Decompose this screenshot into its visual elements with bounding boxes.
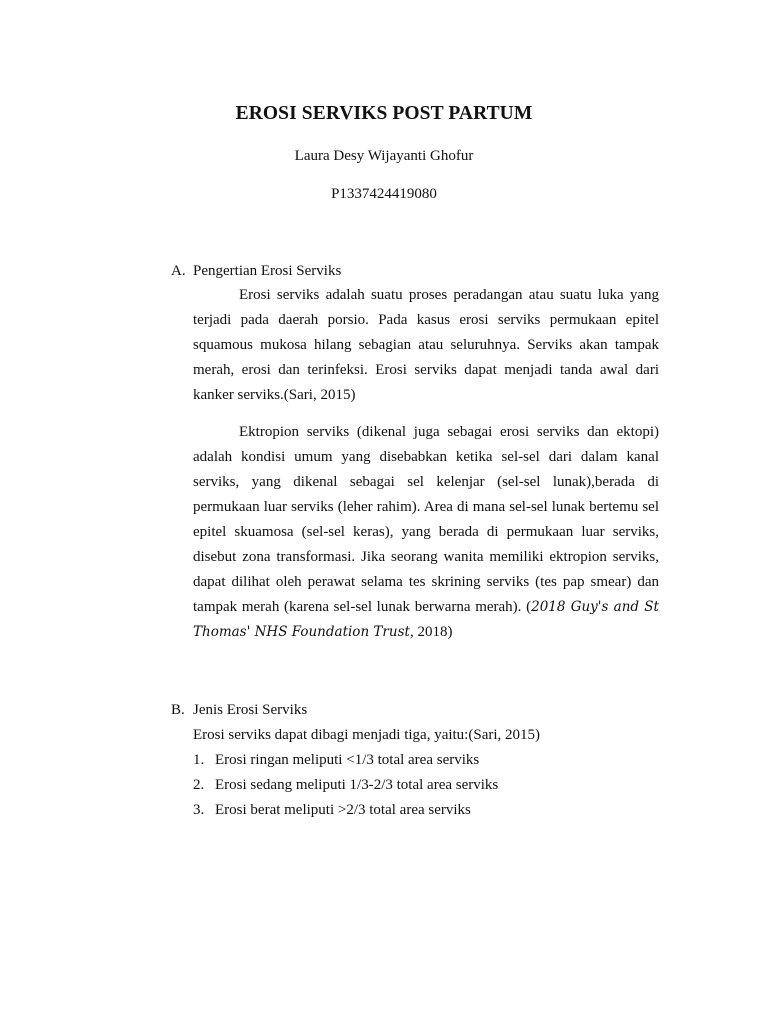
list-item-text: Erosi berat meliputi >2/3 total area serviks [215,802,471,818]
list-item-number: 1. [193,752,205,768]
student-id: P1337424419080 [331,186,437,202]
section-b-letter: B. [171,702,185,718]
section-a-heading [171,261,659,281]
section-a [171,261,659,645]
section-b-title: Jenis Erosi Serviks [193,702,308,718]
section-a-paragraph-1: Erosi serviks adalah suatu proses peradangan atau suatu luka yang terjadi pada daerah porsio. Pada kasus erosi serviks permukaan epitel squamous mukosa hilang sebagian atau seluruhnya. Serviks akan tampak merah, erosi dan terinfeksi. Erosi serviks dapat menjadi tanda awal dari kanker serviks.(Sari, 2015) [193,287,659,403]
list-item-number: 3. [193,802,205,818]
section-a-body [193,283,659,645]
list-item [193,798,659,823]
list-item-number: 2. [193,777,205,793]
paragraph-2-citation-year: , 2018) [409,624,453,640]
document-title: EROSI SERVIKS POST PARTUM [235,103,533,124]
list-item [193,748,659,773]
paragraph-2-text: Ektropion serviks (dikenal juga sebagai erosi serviks dan ektopi) adalah kondisi umum yang disebabkan ketika sel-sel dari dalam kanal serviks, yang dikenal sebagai sel kelenjar (sel-sel lunak),berada di permukaan luar serviks (leher rahim). Area di mana sel-sel lunak bertemu sel epitel skuamosa (sel-sel keras), yang berada di permukaan luar serviks, disebut zona transformasi. Jika seorang wanita memiliki ektropion serviks, dapat dilihat oleh perawat selama tes skrining serviks (tes pap smear) dan tampak merah (karena sel-sel lunak berwarna merah). ( [193,424,659,615]
section-b-body [193,723,659,823]
list-item-text: Erosi sedang meliputi 1/3-2/3 total area serviks [215,777,499,793]
section-a-letter: A. [171,263,186,279]
section-a-title: Pengertian Erosi Serviks [193,263,342,279]
erosion-types-list [193,748,659,823]
author-name: Laura Desy Wijayanti Ghofur [294,148,474,164]
list-item-text: Erosi ringan meliputi <1/3 total area serviks [215,752,480,768]
section-b-intro: Erosi serviks dapat dibagi menjadi tiga, yaitu:(Sari, 2015) [193,727,541,743]
section-b [171,700,659,823]
list-item [193,773,659,798]
paragraph-2-citation: 2018 Guy's and St Thomas' NHS Foundation Trust [193,599,659,640]
section-a-paragraph-2 [193,420,659,645]
section-b-heading [171,700,659,720]
